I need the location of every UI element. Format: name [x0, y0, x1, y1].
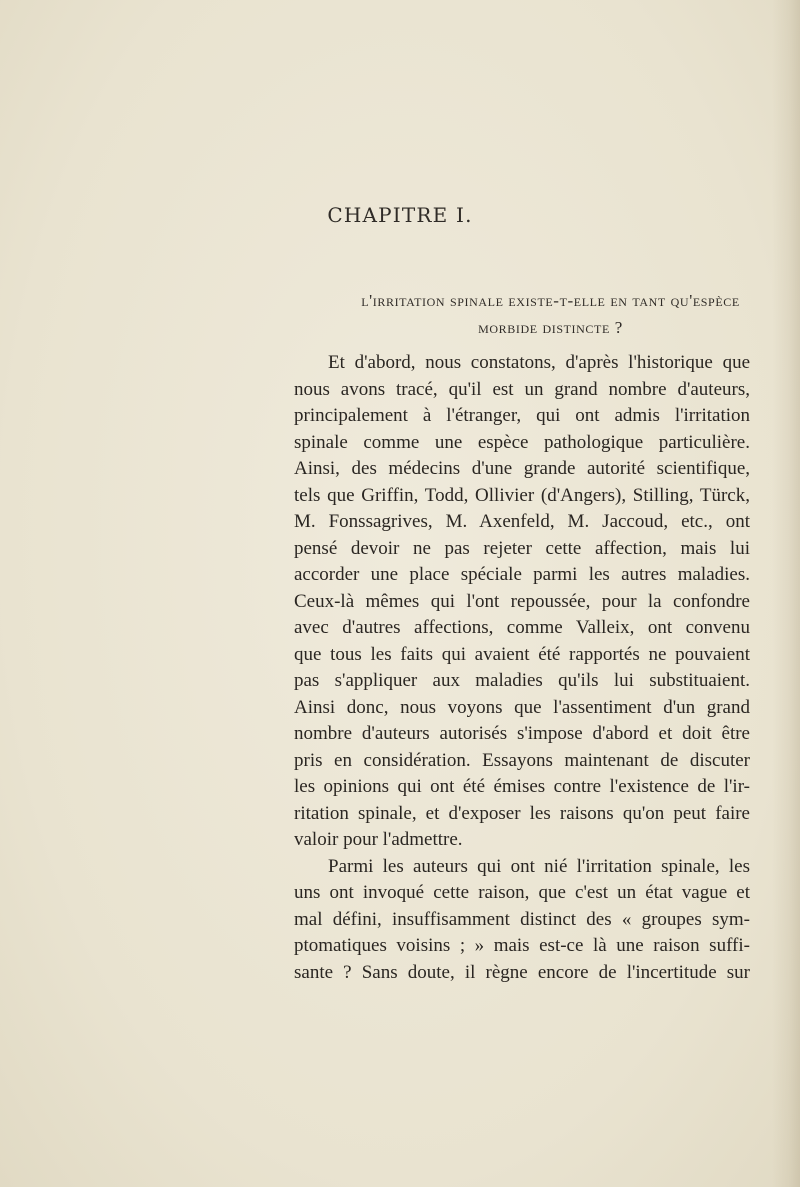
text-line: M. Fonssagrives, M. Axenfeld, M. Jaccoud, etc., ont — [294, 511, 750, 532]
text-line: pas s'appliquer aux maladies qu'ils lui substituaient. — [294, 670, 750, 691]
text-line: avec d'autres affections, comme Valleix, ont convenu — [294, 617, 750, 638]
text-line: nombre d'auteurs autorisés s'impose d'abord et doit être — [294, 723, 750, 744]
text-line: nous avons tracé, qu'il est un grand nombre d'auteurs, — [294, 378, 750, 400]
chapter-title: CHAPITRE I. — [327, 203, 473, 227]
text-line: sante ? Sans doute, il règne encore de l'incertitude sur — [294, 961, 750, 983]
text-line: pensé devoir ne pas rejeter cette affection, mais lui — [294, 537, 750, 559]
text-line: Et d'abord, nous constatons, d'après l'historique que — [328, 352, 750, 373]
text-line: ptomatiques voisins ; » mais est-ce là une raison suffi- — [294, 935, 750, 956]
section-title — [298, 287, 800, 341]
text-line: pris en considération. Essayons maintenant de discuter — [294, 749, 750, 771]
text-line: Ainsi, des médecins d'une grande autorité scientifique, — [294, 458, 750, 479]
text-line: valoir pour l'admettre. — [294, 829, 463, 850]
page-edge-shadow — [772, 0, 800, 1187]
section-title-line-2: morbide distincte ? — [478, 318, 623, 337]
text-line: tels que Griffin, Todd, Ollivier (d'Angers), Stilling, Türck, — [294, 484, 750, 506]
text-line: mal défini, insuffisamment distinct des « groupes sym- — [294, 908, 750, 930]
text-line: que tous les faits qui avaient été rapportés ne pouvaient — [294, 643, 750, 665]
text-line: accorder une place spéciale parmi les autres maladies. — [294, 564, 750, 585]
body-text — [294, 350, 750, 986]
text-line: Parmi les auteurs qui ont nié l'irritation spinale, les — [328, 855, 750, 877]
text-line: uns ont invoqué cette raison, que c'est un état vague et — [294, 882, 750, 903]
text-line: les opinions qui ont été émises contre l'existence de l'ir- — [294, 776, 750, 797]
text-line: ritation spinale, et d'exposer les raisons qu'on peut faire — [294, 802, 750, 824]
section-title-line-1: l'irritation spinale existe-t-elle en tant qu'espèce — [361, 291, 740, 310]
text-line: spinale comme une espèce pathologique particulière. — [294, 431, 750, 453]
text-line: Ainsi donc, nous voyons que l'assentiment d'un grand — [294, 696, 750, 718]
text-line: Ceux-là mêmes qui l'ont repoussée, pour la confondre — [294, 590, 750, 612]
text-line: principalement à l'étranger, qui ont admis l'irritation — [294, 405, 750, 426]
